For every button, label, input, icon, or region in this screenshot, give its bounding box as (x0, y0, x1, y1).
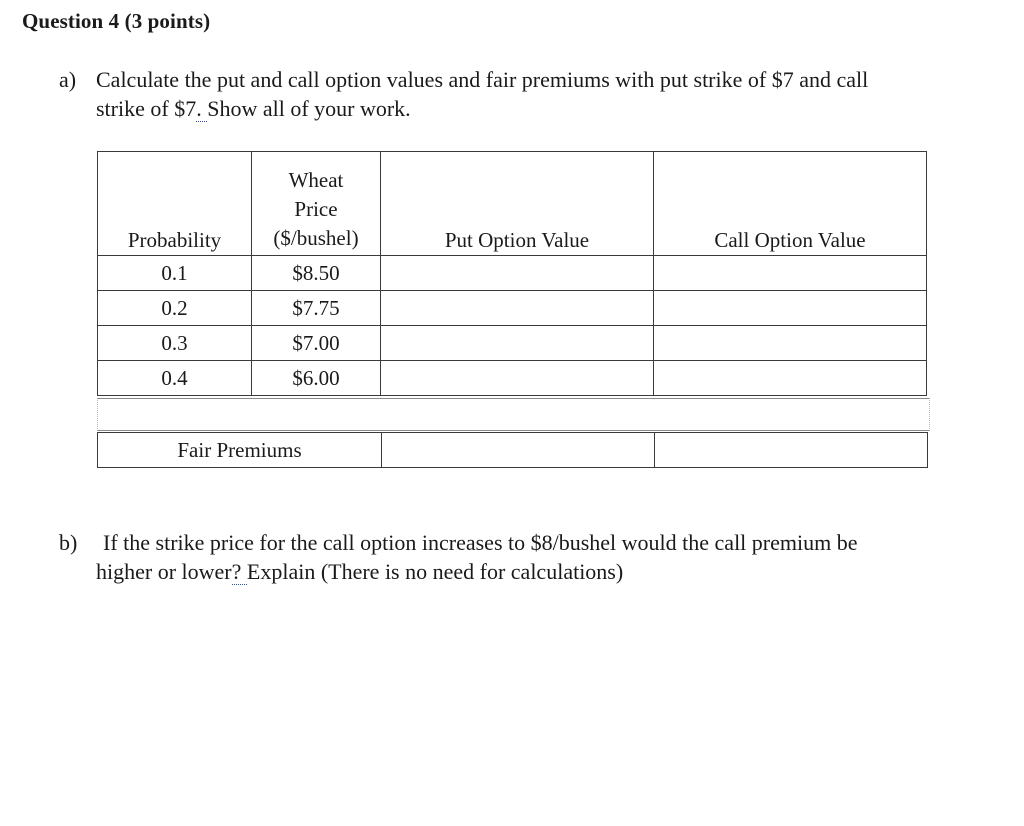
table-header-row (98, 152, 927, 256)
table-blank-row (97, 398, 930, 431)
cell-call-value[interactable] (654, 256, 927, 291)
part-a-marker: a) (59, 67, 77, 92)
part-b-text-line1: If the strike price for the call option increases to $8/bushel would the call premium be (103, 530, 858, 555)
cell-price: $6.00 (252, 361, 381, 396)
fair-premiums-row (98, 433, 928, 468)
cell-price: $7.00 (252, 326, 381, 361)
option-value-table (97, 151, 927, 396)
header-wheat-line3: ($/bushel) (273, 226, 359, 250)
cell-call-fair-premium[interactable] (655, 433, 928, 468)
part-b-line2-pre: higher or lower (96, 559, 232, 584)
cell-probability: 0.4 (98, 361, 252, 396)
header-wheat-line2: Price (294, 197, 338, 221)
cell-probability: 0.3 (98, 326, 252, 361)
question-title: Question 4 (3 points) (22, 9, 211, 33)
part-a-line2-post: Show all of your work. (207, 96, 411, 121)
header-put-option-value: Put Option Value (381, 152, 654, 256)
table-row (98, 361, 927, 396)
cell-put-value[interactable] (381, 326, 654, 361)
header-probability: Probability (98, 152, 252, 256)
part-b-marker: b) (59, 530, 78, 555)
cell-put-value[interactable] (381, 361, 654, 396)
table-row (98, 326, 927, 361)
fair-premiums-label: Fair Premiums (98, 433, 382, 468)
cell-probability: 0.2 (98, 291, 252, 326)
cell-price: $8.50 (252, 256, 381, 291)
cell-call-value[interactable] (654, 291, 927, 326)
cell-call-value[interactable] (654, 326, 927, 361)
header-wheat-line1: Wheat (288, 168, 344, 192)
cell-put-value[interactable] (381, 291, 654, 326)
cell-put-value[interactable] (381, 256, 654, 291)
part-a-text-line2 (96, 94, 411, 123)
cell-call-value[interactable] (654, 361, 927, 396)
part-a-text-line1: Calculate the put and call option values and fair premiums with put strike of $7 and call (96, 67, 869, 92)
part-a-dotted-mark: . (196, 96, 208, 121)
part-b-dotted-mark: ? (231, 559, 247, 584)
part-a-line2-pre: strike of $7 (96, 96, 197, 121)
header-wheat-price (252, 152, 381, 256)
fair-premiums-table (97, 432, 928, 468)
part-b-text-line2 (96, 557, 623, 586)
cell-probability: 0.1 (98, 256, 252, 291)
table-row (98, 256, 927, 291)
cell-put-fair-premium[interactable] (382, 433, 655, 468)
part-b-line2-post: Explain (There is no need for calculations) (246, 559, 624, 584)
header-call-option-value: Call Option Value (654, 152, 927, 256)
cell-price: $7.75 (252, 291, 381, 326)
table-row (98, 291, 927, 326)
